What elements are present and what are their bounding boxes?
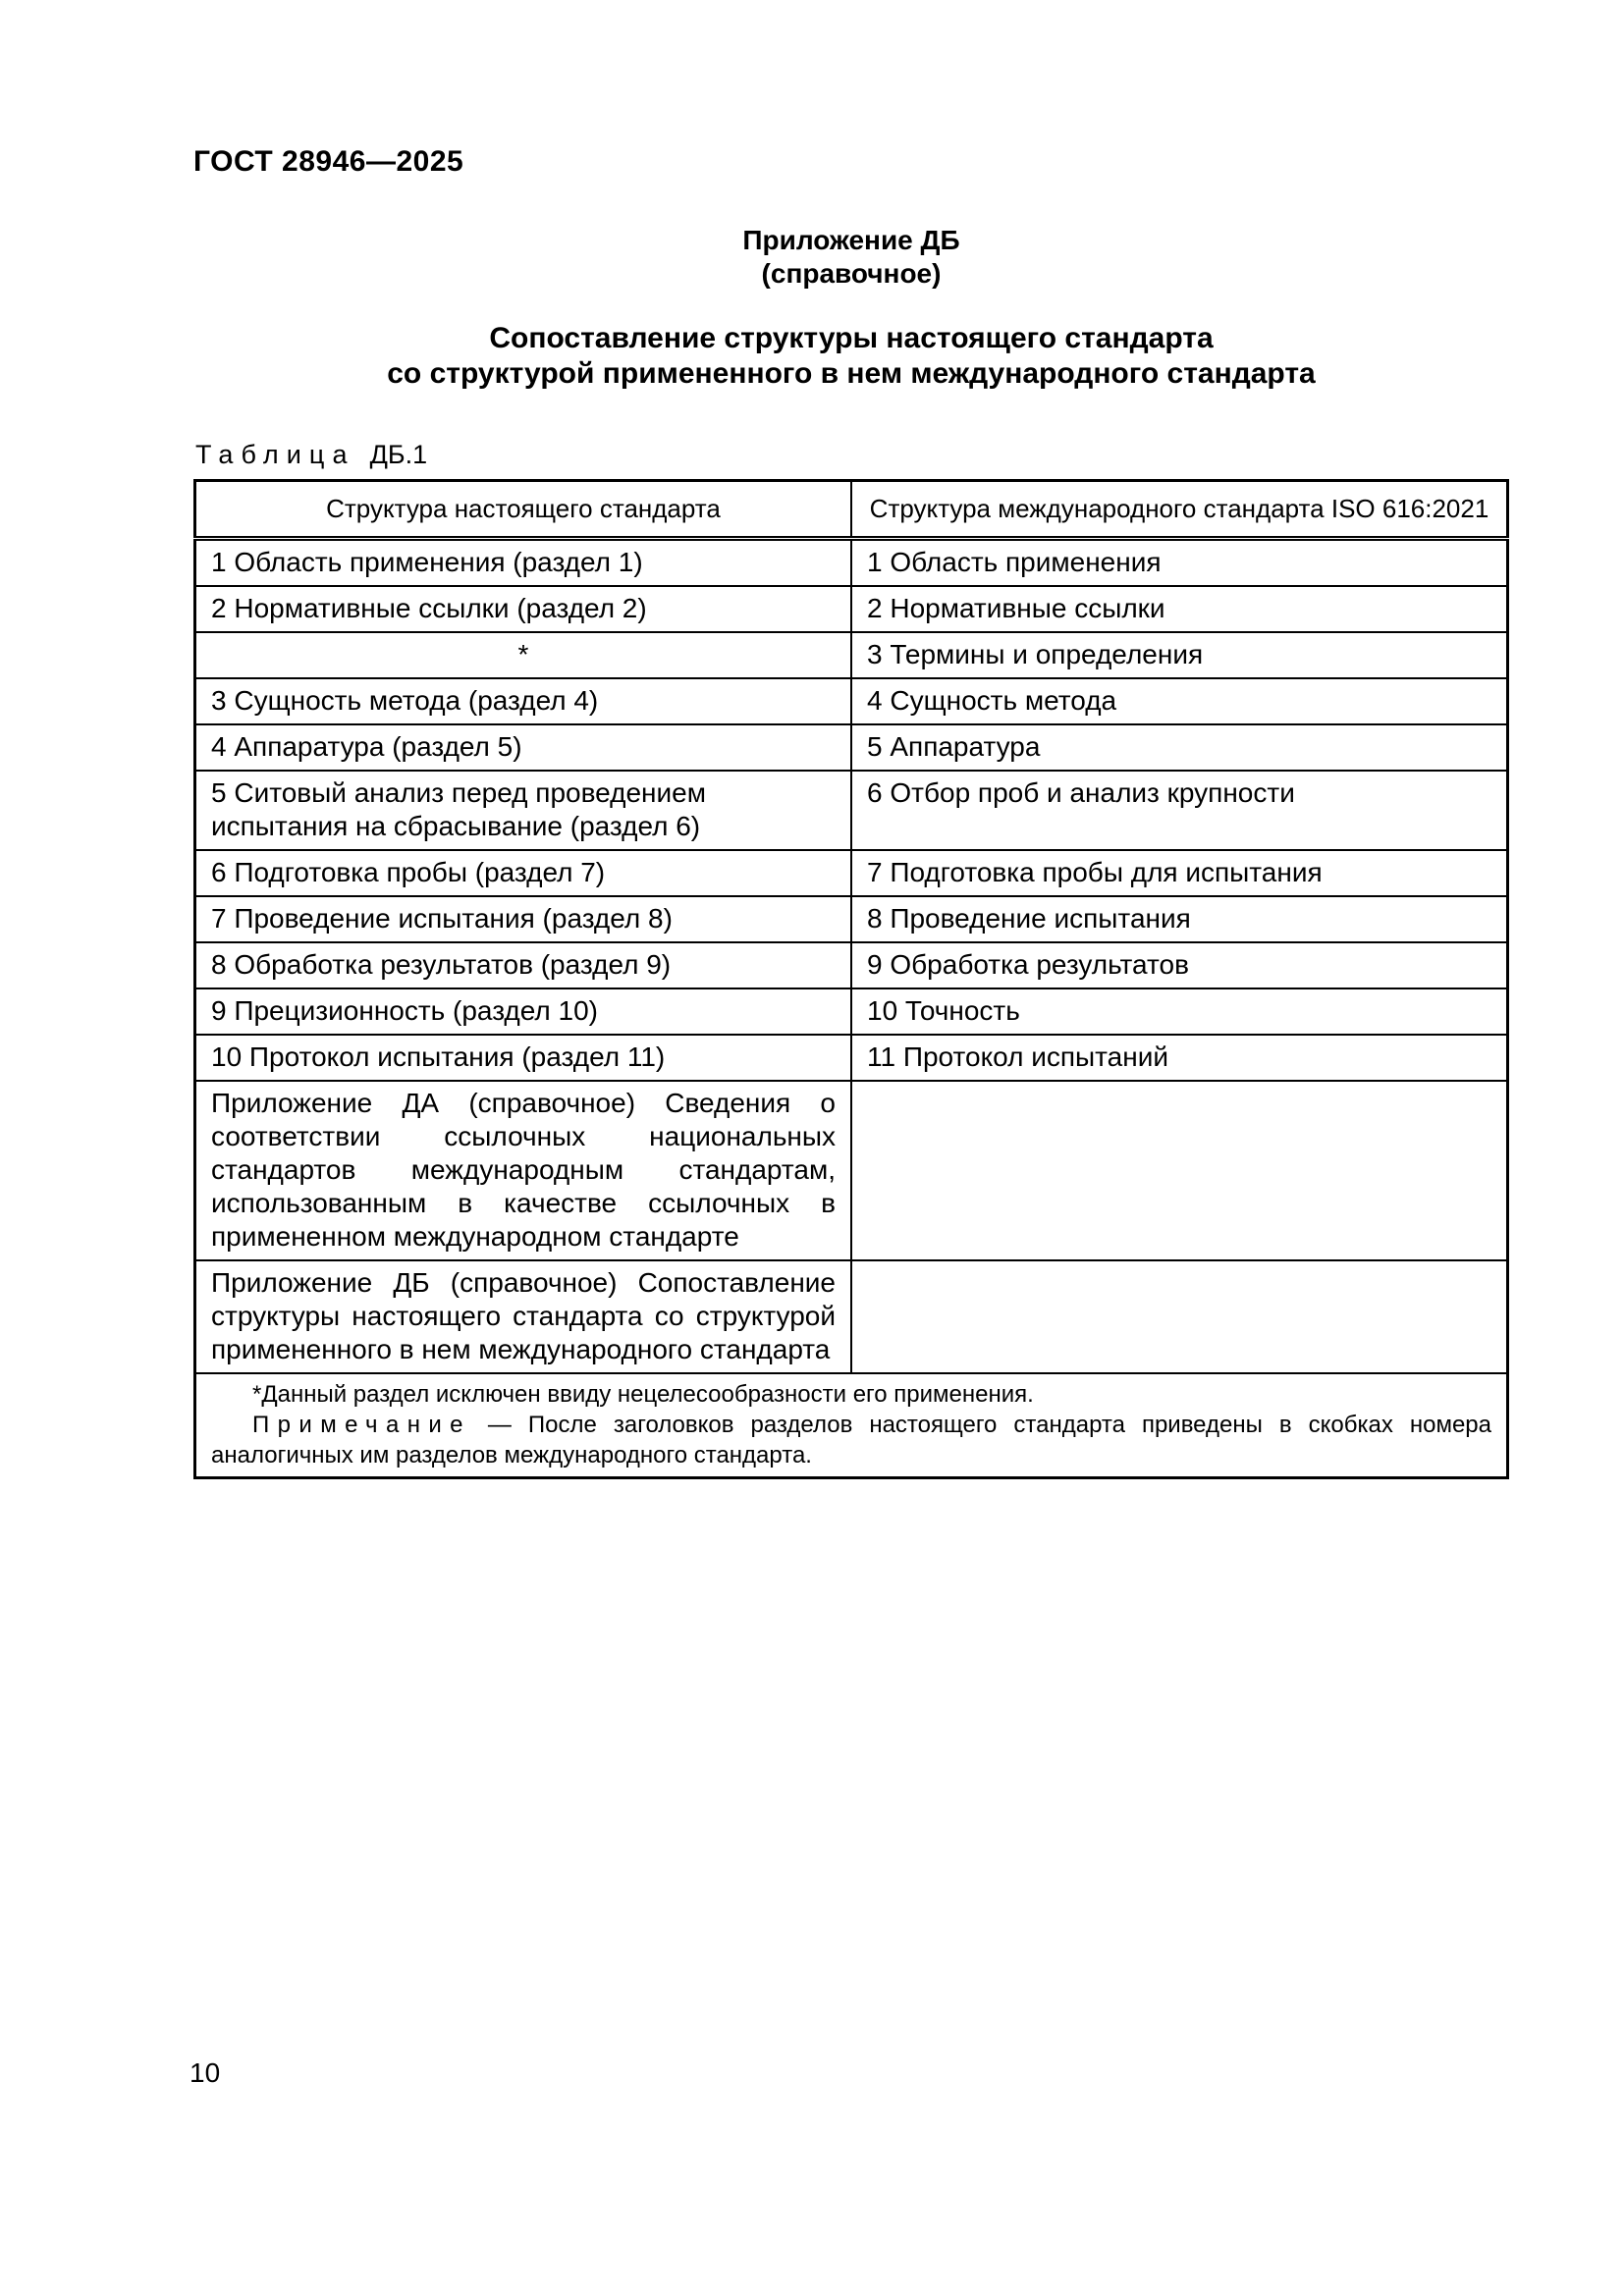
table-caption-number: ДБ.1 [369, 440, 428, 469]
table-cell-right: 7 Подготовка пробы для испытания [851, 850, 1508, 896]
table-cell-right: 10 Точность [851, 988, 1508, 1035]
appendix-title-line1: Сопоставление структуры настоящего стандарта [489, 322, 1214, 354]
comparison-table [193, 479, 1509, 1479]
appendix-title-line2: со структурой примененного в нем международного стандарта [387, 357, 1316, 390]
table-block [193, 440, 1509, 1479]
table-cell-left: 4 Аппаратура (раздел 5) [195, 724, 852, 771]
table-row [195, 988, 1508, 1035]
table-row [195, 850, 1508, 896]
table-row-appendix-db [195, 1260, 1508, 1373]
table-row [195, 896, 1508, 942]
table-footnote: *Данный раздел исключен ввиду нецелесообразности его применения. [252, 1381, 1034, 1408]
page-number: 10 [189, 2057, 221, 2088]
table-header-right: Структура международного стандарта ISO 616:2021 [851, 481, 1508, 539]
table-cell-left: 10 Протокол испытания (раздел 11) [195, 1035, 852, 1081]
table-cell-right: 4 Сущность метода [851, 678, 1508, 724]
table-cell-right: 5 Аппаратура [851, 724, 1508, 771]
table-cell-right: 11 Протокол испытаний [851, 1035, 1508, 1081]
table-cell-right: 6 Отбор проб и анализ крупности [851, 771, 1508, 850]
table-cell-right: 8 Проведение испытания [851, 896, 1508, 942]
table-row [195, 1035, 1508, 1081]
table-cell-right-empty [851, 1260, 1508, 1373]
table-row [195, 942, 1508, 988]
table-cell-left: Приложение ДА (справочное) Сведения о соответствии ссылочных национальных стандартов международным стандартам, использованным в качестве ссылочных в примененном международном стандарте [195, 1081, 852, 1260]
table-cell-right: 9 Обработка результатов [851, 942, 1508, 988]
table-cell-left: 8 Обработка результатов (раздел 9) [195, 942, 852, 988]
table-header-row [195, 481, 1508, 539]
table-cell-left: Приложение ДБ (справочное) Сопоставление структуры настоящего стандарта со структурой примененного в нем международного стандарта [195, 1260, 852, 1373]
table-cell-left: 6 Подготовка пробы (раздел 7) [195, 850, 852, 896]
table-cell-left: 1 Область применения (раздел 1) [195, 539, 852, 587]
table-row-appendix-da [195, 1081, 1508, 1260]
table-row [195, 586, 1508, 632]
table-cell-right-empty [851, 1081, 1508, 1260]
table-header-left: Структура настоящего стандарта [195, 481, 852, 539]
doc-code: ГОСТ 28946—2025 [193, 145, 464, 178]
table-cell-left: 9 Прецизионность (раздел 10) [195, 988, 852, 1035]
table-cell-left-excluded-marker: * [195, 632, 852, 678]
table-row [195, 724, 1508, 771]
table-cell-right: 2 Нормативные ссылки [851, 586, 1508, 632]
table-cell-left: 2 Нормативные ссылки (раздел 2) [195, 586, 852, 632]
table-row [195, 678, 1508, 724]
table-row [195, 771, 1508, 850]
table-note-text: — После заголовков разделов настоящего стандарта приведены в скобках номера аналогичных им разделов международного стандарта. [211, 1412, 1491, 1468]
appendix-heading [193, 224, 1509, 392]
table-note-label: Примечание [252, 1412, 471, 1438]
table-row [195, 539, 1508, 587]
table-row [195, 632, 1508, 678]
table-cell-right: 3 Термины и определения [851, 632, 1508, 678]
table-caption [193, 440, 1509, 470]
table-cell-left: 5 Ситовый анализ перед проведением испытания на сбрасывание (раздел 6) [195, 771, 852, 850]
table-note-row [195, 1373, 1508, 1478]
table-note-cell [195, 1373, 1508, 1478]
appendix-type: (справочное) [761, 258, 942, 289]
table-cell-left: 7 Проведение испытания (раздел 8) [195, 896, 852, 942]
table-cell-right: 1 Область применения [851, 539, 1508, 587]
table-note [211, 1410, 1491, 1470]
appendix-title [193, 321, 1509, 392]
appendix-label: Приложение ДБ [742, 225, 960, 255]
table-caption-word: Таблица [195, 440, 355, 469]
table-cell-left: 3 Сущность метода (раздел 4) [195, 678, 852, 724]
